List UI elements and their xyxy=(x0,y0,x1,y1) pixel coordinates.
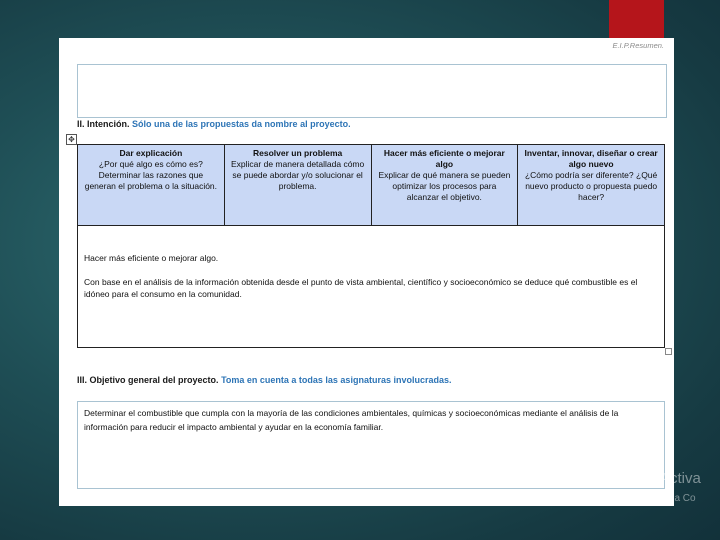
option-text: ¿Cómo podría ser diferente? ¿Qué nuevo producto o propuesta puedo hacer? xyxy=(524,170,658,202)
activation-watermark-subtitle: Ve a Co xyxy=(660,493,696,504)
empty-text-box[interactable] xyxy=(77,64,667,118)
activation-watermark-title: Activa xyxy=(660,470,701,487)
section-2-subtitle: Sólo una de las propuestas da nombre al proyecto. xyxy=(132,119,351,129)
table-resize-handle[interactable] xyxy=(665,348,672,355)
section-3-subtitle: Toma en cuenta a todas las asignaturas involucradas. xyxy=(221,375,452,385)
document-page xyxy=(59,38,674,506)
section-2-title: II. Intención. xyxy=(77,119,130,129)
option-improve[interactable] xyxy=(371,145,518,226)
objective-text-box[interactable] xyxy=(77,401,665,489)
objective-text: Determinar el combustible que cumpla con la mayoría de las condiciones ambientales, químicas y socioeconómicas mediante el análisis de la información para reducir el impacto ambiental y ayudar en la economía familiar. xyxy=(84,408,619,432)
table-move-icon[interactable]: ✥ xyxy=(66,134,77,145)
intention-description: Con base en el análisis de la información obtenida desde el punto de vista ambiental, científico y socioeconómico se deduce qué combustible es el idóneo para el consumo en la comunidad. xyxy=(84,277,638,299)
section-3-heading xyxy=(77,375,451,385)
selected-option: Hacer más eficiente o mejorar algo. xyxy=(84,253,219,263)
option-heading: Resolver un problema xyxy=(252,148,343,158)
option-text: ¿Por qué algo es cómo es? Determinar las razones que generan el problema o la situación. xyxy=(84,159,218,191)
intention-answer-cell[interactable] xyxy=(78,226,665,348)
table-body-row xyxy=(78,226,665,348)
option-explain[interactable] xyxy=(78,145,225,226)
option-solve[interactable] xyxy=(224,145,371,226)
option-text: Explicar de manera detallada cómo se puede abordar y/o solucionar el problema. xyxy=(231,159,365,191)
section-2-heading xyxy=(77,119,351,129)
red-accent-tab xyxy=(609,0,664,38)
option-invent[interactable] xyxy=(518,145,665,226)
option-heading: Inventar, innovar, diseñar o crear algo nuevo xyxy=(524,148,658,169)
header-note: E.I.P.Resumen. xyxy=(612,41,664,50)
option-heading: Dar explicación xyxy=(119,148,183,158)
option-text: Explicar de qué manera se pueden optimizar los procesos para alcanzar el objetivo. xyxy=(378,170,511,202)
section-3-title: III. Objetivo general del proyecto. xyxy=(77,375,219,385)
table-header-row xyxy=(78,145,665,226)
option-heading: Hacer más eficiente o mejorar algo xyxy=(383,148,505,169)
intention-table xyxy=(77,144,665,348)
